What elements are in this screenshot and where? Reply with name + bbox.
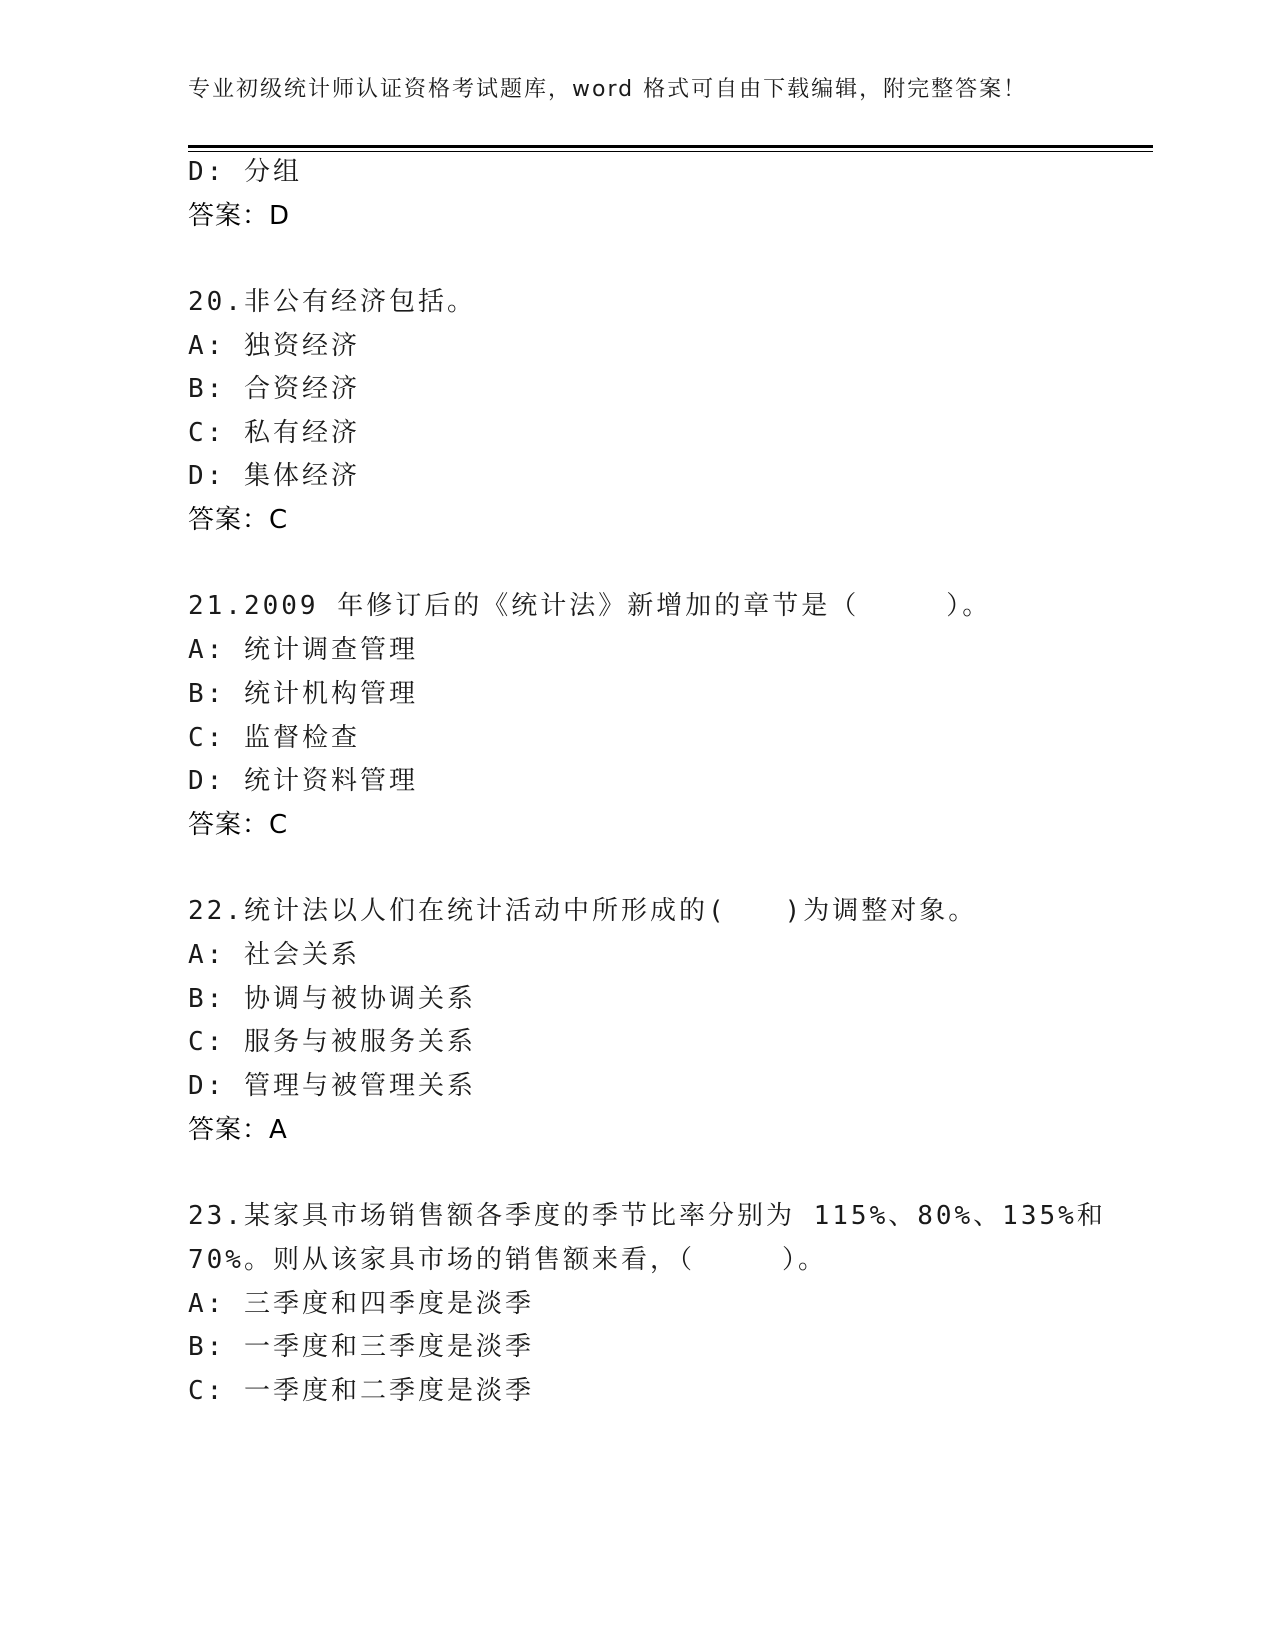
question-21-option-c: C: 监督检查 — [188, 723, 360, 753]
question-22-option-b: B: 协调与被协调关系 — [188, 984, 476, 1014]
question-21-stem: 21.2009 年修订后的《统计法》新增加的章节是（ ）。 — [188, 591, 992, 621]
header-rule-thin — [188, 151, 1153, 152]
question-21-option-a: A: 统计调查管理 — [188, 635, 418, 665]
question-21-option-d: D: 统计资料管理 — [188, 766, 418, 796]
question-20-option-c: C: 私有经济 — [188, 418, 360, 448]
question-21-answer: 答案：C — [188, 810, 289, 840]
question-23-stem: 23.某家具市场销售额各季度的季节比率分别为 115%、80%、135%和 — [188, 1201, 1106, 1231]
question-22-option-d: D: 管理与被管理关系 — [188, 1071, 476, 1101]
question-20-answer: 答案：C — [188, 505, 289, 535]
question-23-option-c: C: 一季度和二季度是淡季 — [188, 1376, 534, 1406]
question-20-option-d: D: 集体经济 — [188, 461, 360, 491]
question-20-option-b: B: 合资经济 — [188, 374, 360, 404]
prev-option-d: D: 分组 — [188, 157, 302, 187]
prev-answer: 答案：D — [188, 201, 291, 231]
question-23-option-b: B: 一季度和三季度是淡季 — [188, 1332, 534, 1362]
question-22-option-a: A: 社会关系 — [188, 940, 360, 970]
header-rule-thick — [188, 145, 1153, 148]
question-21-option-b: B: 统计机构管理 — [188, 679, 418, 709]
question-22-stem: 22.统计法以人们在统计活动中所形成的( )为调整对象。 — [188, 896, 978, 926]
question-20-stem: 20.非公有经济包括。 — [188, 287, 476, 317]
question-22-answer: 答案：A — [188, 1115, 288, 1145]
question-23-option-a: A: 三季度和四季度是淡季 — [188, 1289, 534, 1319]
page-header: 专业初级统计师认证资格考试题库，word 格式可自由下载编辑，附完整答案！ — [188, 77, 1028, 102]
question-20-option-a: A: 独资经济 — [188, 331, 360, 361]
question-22-option-c: C: 服务与被服务关系 — [188, 1027, 476, 1057]
question-23-stem-continued: 70%。则从该家具市场的销售额来看，（ ）。 — [188, 1245, 827, 1275]
